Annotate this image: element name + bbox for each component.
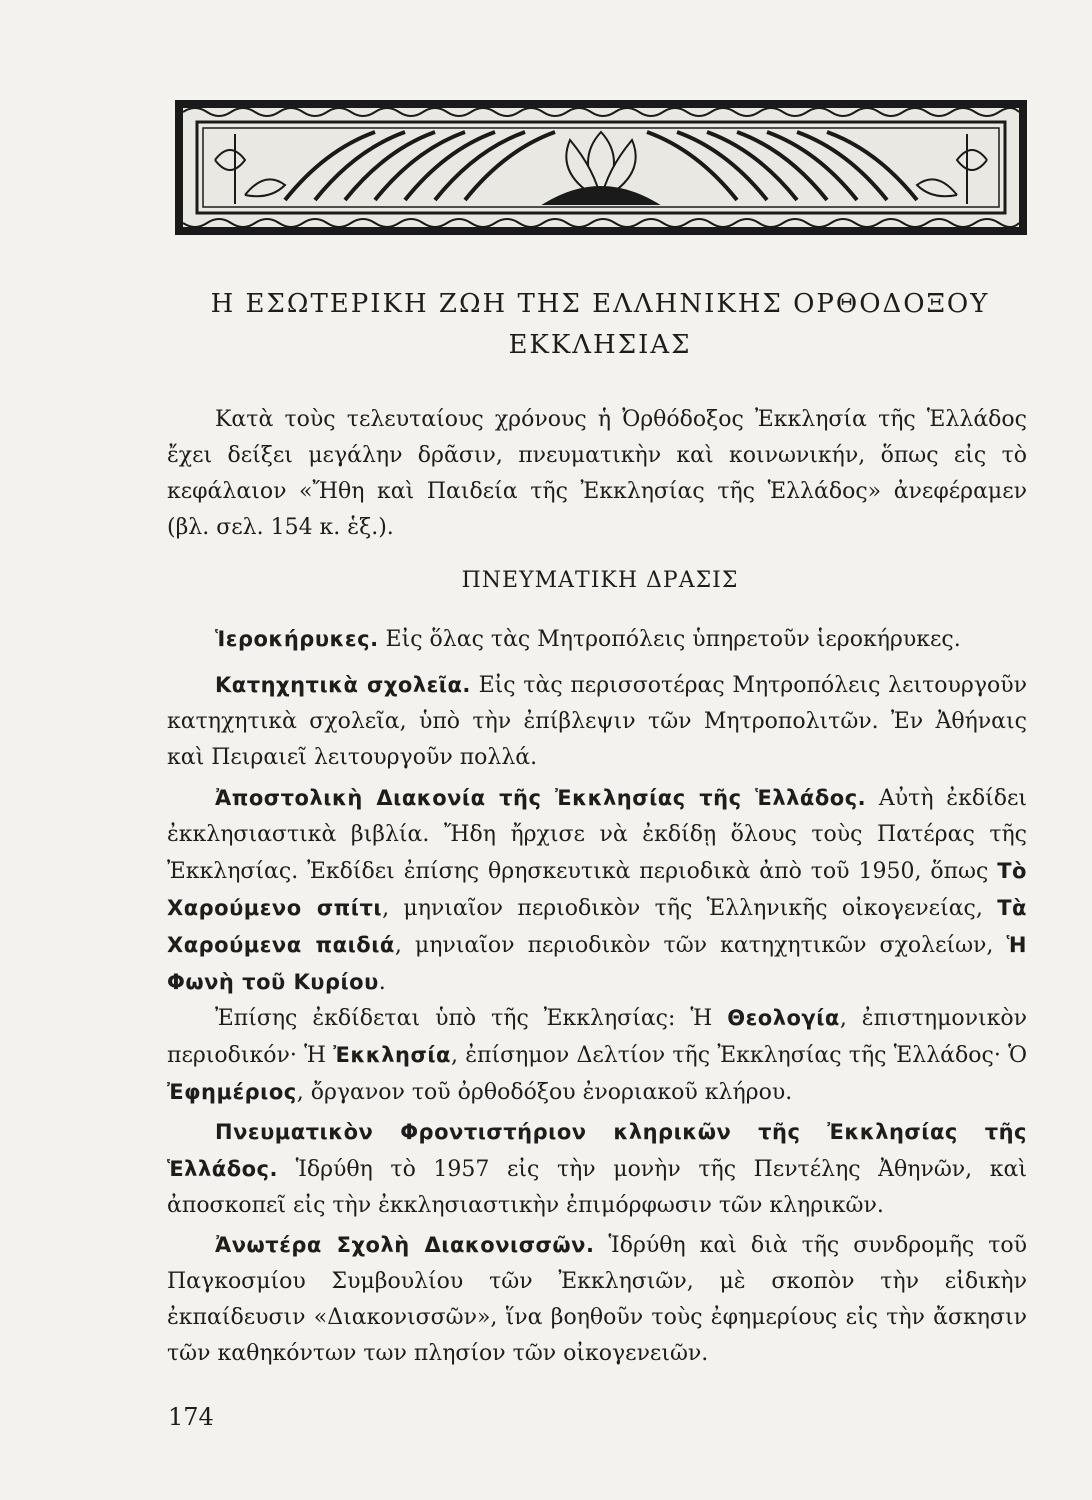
term-apostoliki: Ἀποστολικὴ Διακονία τῆς Ἐκκλησίας τῆς Ἑλλάδος.: [215, 786, 867, 810]
term-anotera: Ἀνωτέρα Σχολὴ Διακονισσῶν.: [215, 1233, 595, 1257]
text-frontistirion: Ἱδρύθη τὸ 1957 εἰς τὴν μονὴν τῆς Πεντέλης Ἀθηνῶν, καὶ ἀποσκοπεῖ εἰς τὴν ἐκκλησιαστικὴν ἐπιμόρφωσιν τῶν κληρικῶν.: [167, 1157, 1027, 1218]
text-apostoliki-2: , μηνιαῖον περιοδικὸν τῆς Ἑλληνικῆς οἰκογενείας,: [382, 896, 998, 921]
text-catechetical: Εἰς τὰς περισσοτέρας Μητροπόλεις λειτουργοῦν κατηχητικὰ σχολεῖα, ὑπὸ τὴν ἐπίβλεψιν τῶν Μητροπολιτῶν. Ἐν Ἀθήναις καὶ Πειραιεῖ λειτουργοῦν πολλά.: [167, 673, 1027, 770]
paragraph-catechetical: [167, 667, 1027, 776]
publication-2: Τὰ Χαρούμενα παιδιά: [167, 896, 1027, 957]
term-catechetical: Κατηχητικὰ σχολεῖα.: [215, 673, 471, 697]
publication-efimerios: Ἐφημέριος: [167, 1080, 297, 1104]
ornament-illustration: [175, 100, 1027, 235]
text-apostoliki-4: .: [378, 970, 386, 995]
term-hierokeryx: Ἱεροκήρυκες.: [215, 627, 379, 651]
publication-ekklisia: Ἐκκλησία: [333, 1043, 451, 1067]
text-also-3: , ἐπίσημον Δελτίον τῆς Ἐκκλησίας τῆς Ἑλλάδος· Ὁ: [450, 1043, 1027, 1068]
publication-3: Ἡ Φωνὴ τοῦ Κυρίου: [167, 933, 1028, 994]
text-also-1: Ἐπίσης ἐκδίδεται ὑπὸ τῆς Ἐκκλησίας: Ἡ: [215, 1006, 728, 1031]
chapter-title-line-2: ΕΚΚΛΗΣΙΑΣ: [508, 330, 692, 360]
decorative-header-band: [175, 100, 1027, 235]
text-also-4: , ὄργανον τοῦ ὀρθοδόξου ἐνοριακοῦ κλήρου.: [296, 1080, 793, 1105]
page-number: 174: [168, 1403, 214, 1431]
term-frontistirion: Πνευματικὸν Φροντιστήριον κληρικῶν τῆς Ἐκκλησίας τῆς Ἑλλάδος.: [167, 1120, 1027, 1181]
section-subheading: ΠΝΕΥΜΑΤΙΚΗ ΔΡΑΣΙΣ: [461, 568, 739, 593]
paragraph-apostoliki: [167, 780, 1027, 1001]
text-hierokeryx: Εἰς ὅλας τὰς Μητροπόλεις ὑπηρετοῦν ἱεροκήρυκες.: [378, 627, 961, 652]
publication-theologia: Θεολογία: [727, 1006, 840, 1030]
paragraph-hierokeryx: [167, 621, 1027, 658]
text-apostoliki-1: Αὐτὴ ἐκδίδει ἐκκλησιαστικὰ βιβλία. Ἤδη ἤρχισε νὰ ἐκδίδῃ ὅλους τοὺς Πατέρας τῆς Ἐκκλησίας. Ἐκδίδει ἐπίσης θρησκευτικὰ περιοδικὰ ἀπὸ τοῦ 1950, ὅπως: [167, 786, 1027, 884]
text-apostoliki-3: , μηνιαῖον περιοδικὸν τῶν κατηχητικῶν σχολείων,: [394, 933, 1007, 958]
text-anotera: Ἱδρύθη καὶ διὰ τῆς συνδρομῆς τοῦ Παγκοσμίου Συμβουλίου τῶν Ἐκκλησιῶν, μὲ σκοπὸν τὴν εἰδικὴν ἐκπαίδευσιν «Διακονισσῶν», ἵνα βοηθοῦν τοὺς ἐφημερίους εἰς τὴν ἄσκησιν τῶν καθηκόντων των πλησίον τῶν οἰκογενειῶν.: [167, 1233, 1027, 1366]
paragraph-anotera: [167, 1227, 1027, 1372]
paragraph-frontistirion: [167, 1114, 1027, 1224]
intro-paragraph: Κατὰ τοὺς τελευταίους χρόνους ἡ Ὀρθόδοξος Ἐκκλησία τῆς Ἑλλάδος ἔχει δείξει μεγάλην δρᾶσιν, πνευματικὴν καὶ κοινωνικήν, ὅπως εἰς τὸ κεφάλαιον «Ἤθη καὶ Παιδεία τῆς Ἐκκλησίας τῆς Ἑλλάδος» ἀνεφέραμεν (βλ. σελ. 154 κ. ἑξ.).: [167, 407, 1027, 540]
chapter-title-line-1: Η ΕΣΩΤΕΡΙΚΗ ΖΩΗ ΤΗΣ ΕΛΛΗΝΙΚΗΣ ΟΡΘΟΔΟΞΟΥ: [210, 289, 990, 319]
paragraph-publications: [167, 1000, 1027, 1111]
publication-1: Τὸ Χαρούμενο σπίτι: [167, 859, 1027, 920]
text-also-2: , ἐπιστημονικὸν περιοδικόν· Ἡ: [167, 1006, 1027, 1068]
